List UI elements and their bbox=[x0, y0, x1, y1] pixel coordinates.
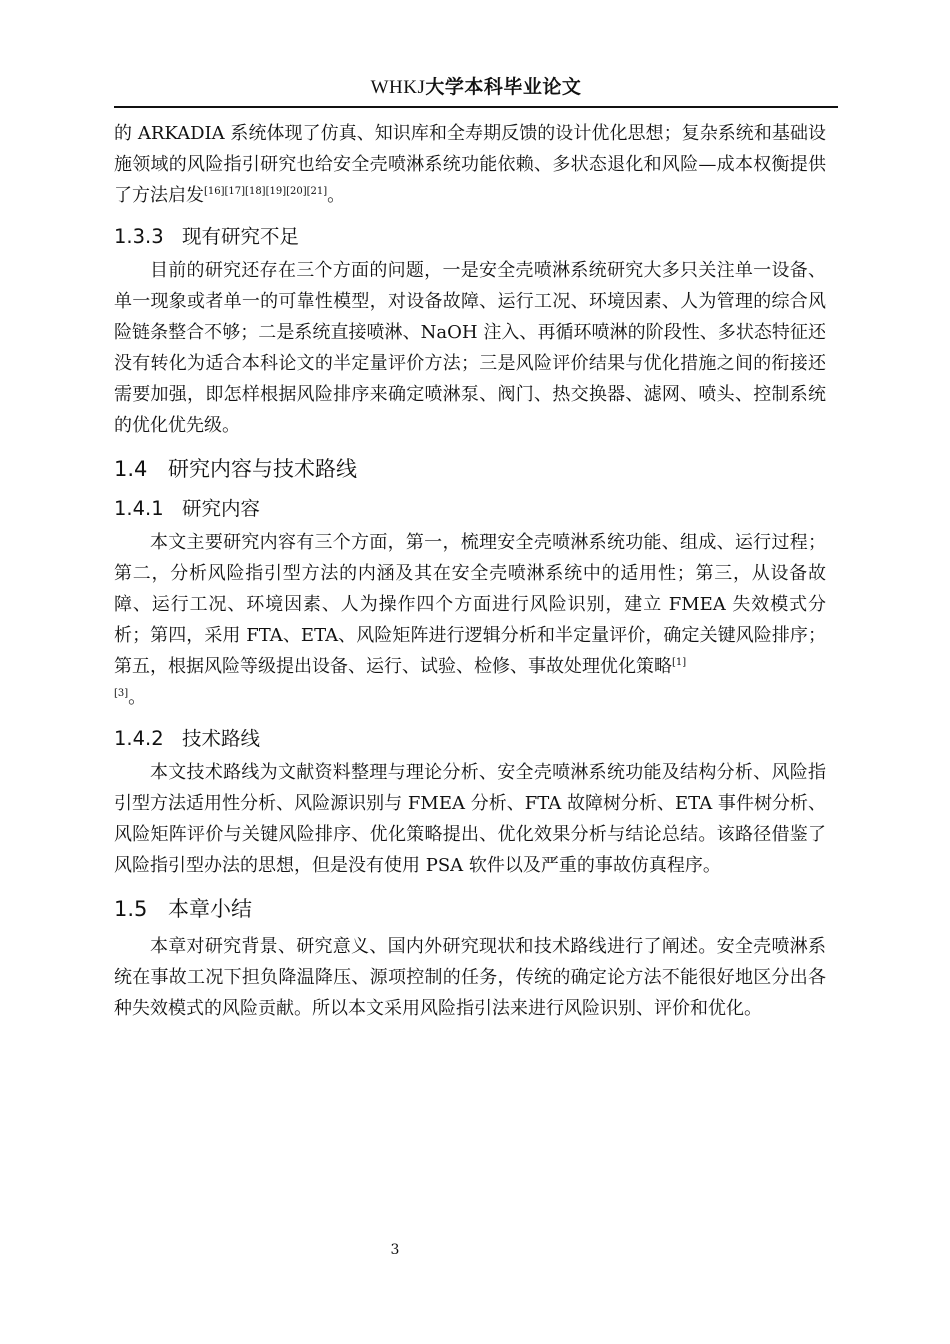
header-org: WHKJ bbox=[370, 77, 426, 98]
paragraph-continued bbox=[114, 118, 826, 211]
section-number: 1.4 bbox=[114, 457, 148, 481]
citation: [3] bbox=[114, 688, 129, 699]
paragraph-text: 本文主要研究内容有三个方面，第一，梳理安全壳喷淋系统功能、组成、运行过程；第二，分析风险指引型方法的内涵及其在安全壳喷淋系统中的适用性；第三，从设备故障、运行工况、环境因素、人为操作四个方面进行风险识别，建立 FMEA 失效模式分析；第四，采用 FTA、ETA、风险矩阵进行逻辑分析和半定量评价，确定关键风险排序；第五，根据风险等级提出设备、运行、试验、检修、事故处理优化策略 bbox=[114, 532, 826, 677]
punctuation: 。 bbox=[128, 687, 147, 708]
page-content bbox=[114, 118, 826, 1024]
section-heading-1-4-1 bbox=[114, 493, 826, 521]
section-number: 1.4.1 bbox=[114, 497, 164, 520]
page-number: 3 bbox=[390, 1242, 400, 1258]
paragraph-chapter-summary: 本章对研究背景、研究意义、国内外研究现状和技术路线进行了阐述。安全壳喷淋系统在事故工况下担负降温降压、源项控制的任务，传统的确定论方法不能很好地区分出各种失效模式的风险贡献。所以本文采用风险指引法来进行风险识别、评价和优化。 bbox=[114, 936, 826, 1019]
section-number: 1.3.3 bbox=[114, 225, 164, 248]
header-rule bbox=[114, 106, 838, 108]
paragraph-technical-route: 本文技术路线为文献资料整理与理论分析、安全壳喷淋系统功能及结构分析、风险指引型方法适用性分析、风险源识别与 FMEA 分析、FTA 故障树分析、ETA 事件树分析、风险矩阵评价与关键风险排序、优化策略提出、优化效果分析与结论总结。该路径借鉴了风险指引型办法的思想，但是没有使用 PSA 软件以及严重的事故仿真程序。 bbox=[114, 762, 826, 876]
section-heading-1-3-3 bbox=[114, 221, 826, 249]
paragraph-text: 的 ARKADIA 系统体现了仿真、知识库和全寿期反馈的设计优化思想；复杂系统和基础设施领域的风险指引研究也给安全壳喷淋系统功能依赖、多状态退化和风险—成本权衡提供了方法启发 bbox=[114, 123, 826, 206]
page-header bbox=[114, 72, 838, 99]
section-title: 现有研究不足 bbox=[182, 225, 300, 248]
section-heading-1-5 bbox=[114, 893, 826, 923]
punctuation: 。 bbox=[327, 185, 346, 206]
section-title: 研究内容 bbox=[182, 497, 261, 520]
section-number: 1.5 bbox=[114, 897, 148, 921]
section-title: 本章小结 bbox=[168, 897, 252, 921]
paragraph-research-gaps: 目前的研究还存在三个方面的问题，一是安全壳喷淋系统研究大多只关注单一设备、单一现象或者单一的可靠性模型，对设备故障、运行工况、环境因素、人为管理的综合风险链条整合不够；二是系统直接喷淋、NaOH 注入、再循环喷淋的阶段性、多状态特征还没有转化为适合本科论文的半定量评价方法；三是风险评价结果与优化措施之间的衔接还需要加强，即怎样根据风险排序来确定喷淋泵、阀门、热交换器、滤网、喷头、控制系统的优化优先级。 bbox=[114, 260, 826, 436]
paragraph-research-content bbox=[114, 527, 826, 713]
section-heading-1-4-2 bbox=[114, 723, 826, 751]
section-title: 技术路线 bbox=[182, 727, 261, 750]
section-heading-1-4 bbox=[114, 453, 826, 483]
section-title: 研究内容与技术路线 bbox=[168, 457, 357, 481]
section-number: 1.4.2 bbox=[114, 727, 164, 750]
citation: [1] bbox=[672, 657, 687, 668]
header-title: 大学本科毕业论文 bbox=[425, 76, 582, 98]
citation: [16][17][18][19][20][21] bbox=[204, 186, 328, 197]
